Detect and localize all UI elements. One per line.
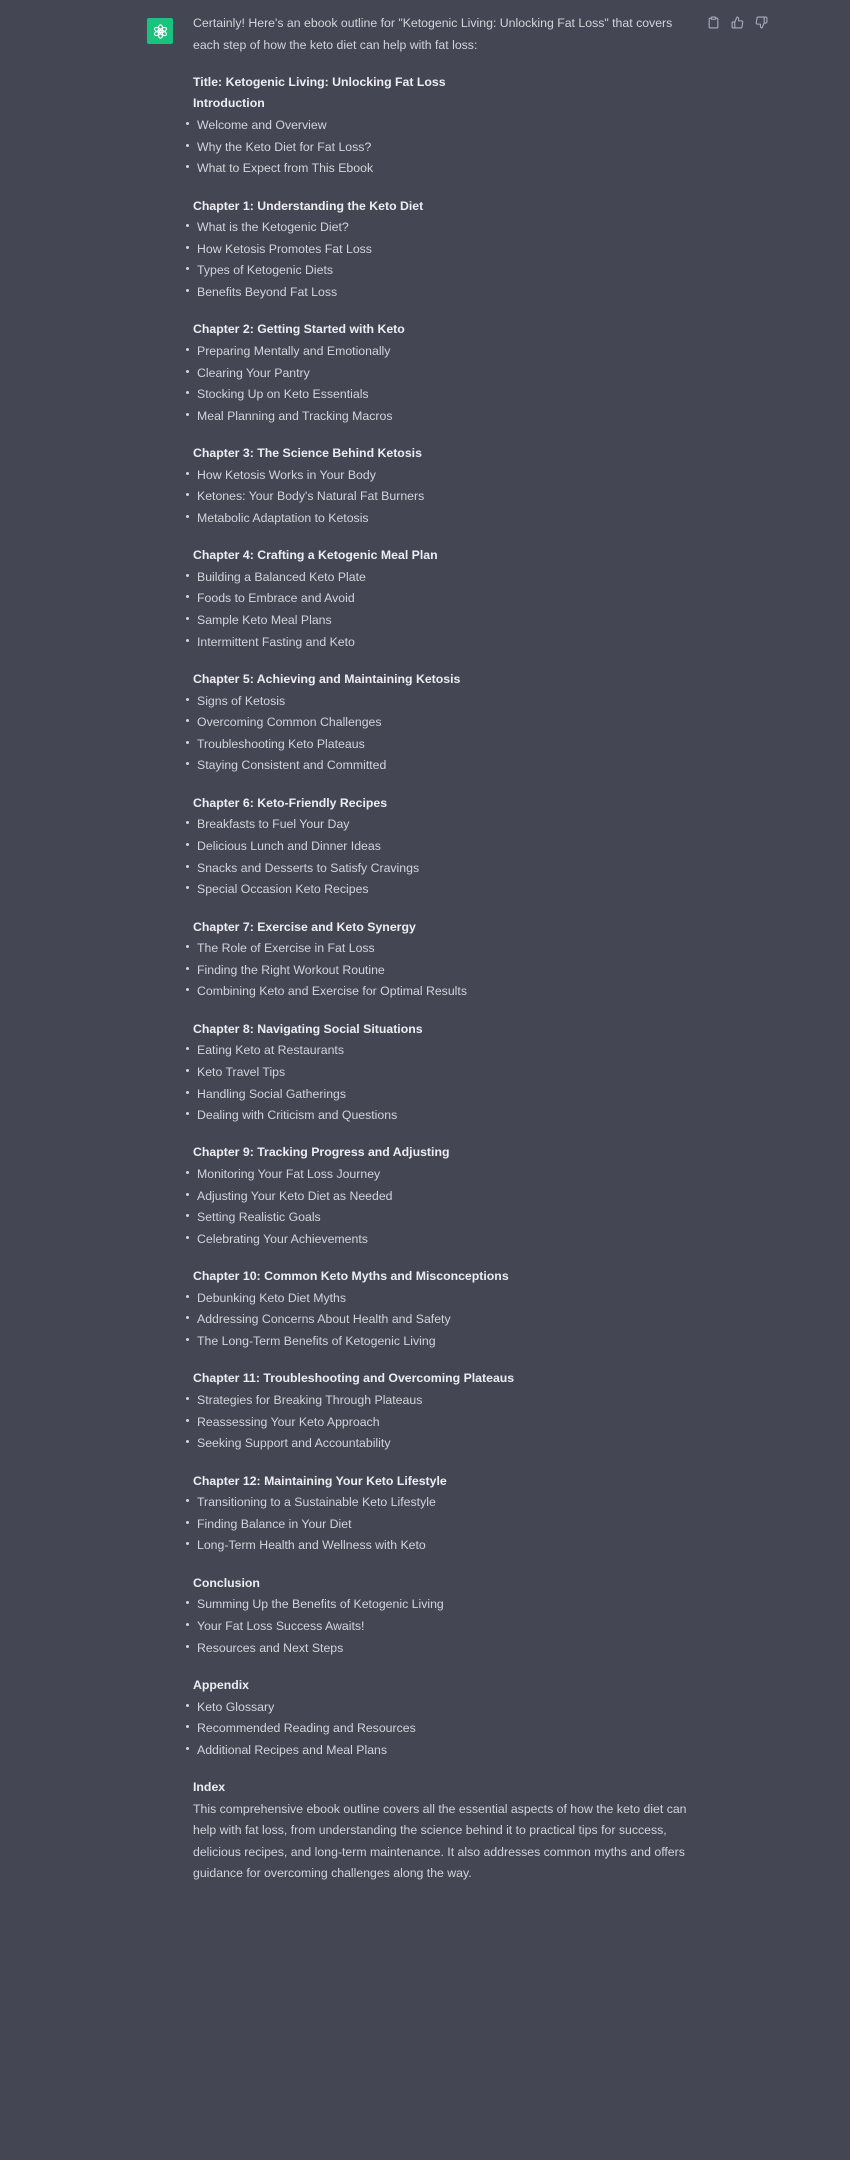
list-item: The Role of Exercise in Fat Loss [193,938,693,960]
copy-button[interactable] [705,14,721,30]
list-item: Long-Term Health and Wellness with Keto [193,1535,693,1557]
list-item: Types of Ketogenic Diets [193,260,693,282]
list-item: Addressing Concerns About Health and Safety [193,1309,693,1331]
section-list [193,1164,693,1250]
list-item: Ketones: Your Body's Natural Fat Burners [193,486,693,508]
intro-paragraph: Certainly! Here's an ebook outline for "Ketogenic Living: Unlocking Fat Loss" that covers each step of how the keto diet can help with fat loss: [193,16,673,52]
section-list [193,115,693,180]
section-heading: Chapter 3: The Science Behind Ketosis [193,446,422,461]
outline-section-chapter-2 [193,319,693,427]
section-heading: Index [193,1780,226,1795]
list-item: Eating Keto at Restaurants [193,1040,693,1062]
section-heading: Chapter 2: Getting Started with Keto [193,322,405,337]
list-item: Benefits Beyond Fat Loss [193,282,693,304]
list-item: Special Occasion Keto Recipes [193,879,693,901]
section-list [193,217,693,303]
section-heading: Chapter 12: Maintaining Your Keto Lifestyle [193,1473,447,1488]
list-item: Building a Balanced Keto Plate [193,567,693,589]
list-item: What is the Ketogenic Diet? [193,217,693,239]
list-item: Finding the Right Workout Routine [193,960,693,982]
list-item: Keto Glossary [193,1697,693,1719]
list-item: Setting Realistic Goals [193,1207,693,1229]
list-item: Sample Keto Meal Plans [193,610,693,632]
section-list [193,567,693,653]
list-item: Adjusting Your Keto Diet as Needed [193,1186,693,1208]
section-heading: Chapter 1: Understanding the Keto Diet [193,198,424,213]
list-item: What to Expect from This Ebook [193,158,693,180]
list-item: Additional Recipes and Meal Plans [193,1740,693,1762]
section-list [193,1288,693,1353]
list-item: Overcoming Common Challenges [193,712,693,734]
section-heading: Conclusion [193,1575,260,1590]
message-content [193,13,693,1885]
ebook-title: Title: Ketogenic Living: Unlocking Fat Loss [193,74,446,89]
list-item: How Ketosis Promotes Fat Loss [193,239,693,261]
outline-section-chapter-8 [193,1019,693,1127]
outline-section-chapter-6 [193,793,693,901]
list-item: Staying Consistent and Committed [193,755,693,777]
list-item: Keto Travel Tips [193,1062,693,1084]
section-list [193,1492,693,1557]
list-item: Resources and Next Steps [193,1638,693,1660]
list-item: Clearing Your Pantry [193,363,693,385]
outline-section-chapter-3 [193,443,693,529]
list-item: Welcome and Overview [193,115,693,137]
assistant-avatar [147,18,173,44]
section-list [193,341,693,427]
list-item: Transitioning to a Sustainable Keto Lifestyle [193,1492,693,1514]
section-heading: Chapter 11: Troubleshooting and Overcoming Plateaus [193,1371,515,1386]
list-item: The Long-Term Benefits of Ketogenic Living [193,1331,693,1353]
outline-section-chapter-12 [193,1471,693,1557]
list-item: Combining Keto and Exercise for Optimal Results [193,981,693,1003]
outline-section-appendix [193,1675,693,1761]
section-heading: Chapter 8: Navigating Social Situations [193,1021,423,1036]
list-item: Reassessing Your Keto Approach [193,1412,693,1434]
list-item: Recommended Reading and Resources [193,1718,693,1740]
thumbs-up-icon [731,16,744,29]
message-actions [705,14,769,30]
outline-section-chapter-5 [193,669,693,777]
list-item: Stocking Up on Keto Essentials [193,384,693,406]
section-heading: Chapter 10: Common Keto Myths and Misconceptions [193,1269,509,1284]
outline-section-chapter-1 [193,196,693,304]
list-item: Handling Social Gatherings [193,1084,693,1106]
list-item: Monitoring Your Fat Loss Journey [193,1164,693,1186]
list-item: Snacks and Desserts to Satisfy Cravings [193,858,693,880]
section-heading: Chapter 7: Exercise and Keto Synergy [193,919,416,934]
list-item: Your Fat Loss Success Awaits! [193,1616,693,1638]
section-list [193,1040,693,1126]
section-list [193,465,693,530]
section-list [193,691,693,777]
list-item: Troubleshooting Keto Plateaus [193,734,693,756]
list-item: Why the Keto Diet for Fat Loss? [193,137,693,159]
outline-section-chapter-9 [193,1142,693,1250]
outline-section-chapter-4 [193,545,693,653]
list-item: Summing Up the Benefits of Ketogenic Living [193,1594,693,1616]
section-list [193,814,693,900]
list-item: Debunking Keto Diet Myths [193,1288,693,1310]
outline-section-chapter-7 [193,917,693,1003]
list-item: Metabolic Adaptation to Ketosis [193,508,693,530]
list-item: Intermittent Fasting and Keto [193,632,693,654]
list-item: Seeking Support and Accountability [193,1433,693,1455]
outline-section-chapter-10 [193,1266,693,1352]
list-item: Delicious Lunch and Dinner Ideas [193,836,693,858]
openai-logo-icon [152,23,169,40]
list-item: Strategies for Breaking Through Plateaus [193,1390,693,1412]
outline-section-introduction [193,93,693,179]
thumbs-down-button[interactable] [753,14,769,30]
outline-section-index [193,1777,693,1799]
list-item: Breakfasts to Fuel Your Day [193,814,693,836]
list-item: Preparing Mentally and Emotionally [193,341,693,363]
list-item: Signs of Ketosis [193,691,693,713]
list-item: Meal Planning and Tracking Macros [193,406,693,428]
section-heading: Chapter 4: Crafting a Ketogenic Meal Plan [193,548,438,563]
section-list [193,938,693,1003]
thumbs-up-button[interactable] [729,14,745,30]
section-list [193,1697,693,1762]
section-list [193,1594,693,1659]
clipboard-icon [707,16,720,29]
section-heading: Chapter 5: Achieving and Maintaining Ketosis [193,672,461,687]
outline-section-conclusion [193,1573,693,1659]
outline-section-chapter-11 [193,1368,693,1454]
section-list [193,1390,693,1455]
list-item: Finding Balance in Your Diet [193,1514,693,1536]
list-item: Foods to Embrace and Avoid [193,588,693,610]
section-heading: Introduction [193,96,265,111]
outro-paragraph: This comprehensive ebook outline covers all the essential aspects of how the keto diet can help with fat loss, from understanding the science behind it to practical tips for success, delicious recipes, and long-term maintenance. It also addresses common myths and offers guidance for overcoming challenges along the way. [193,1801,687,1881]
section-heading: Chapter 9: Tracking Progress and Adjusting [193,1145,450,1160]
list-item: How Ketosis Works in Your Body [193,465,693,487]
section-heading: Chapter 6: Keto-Friendly Recipes [193,795,388,810]
list-item: Celebrating Your Achievements [193,1229,693,1251]
section-heading: Appendix [193,1677,250,1692]
list-item: Dealing with Criticism and Questions [193,1105,693,1127]
thumbs-down-icon [755,16,768,29]
